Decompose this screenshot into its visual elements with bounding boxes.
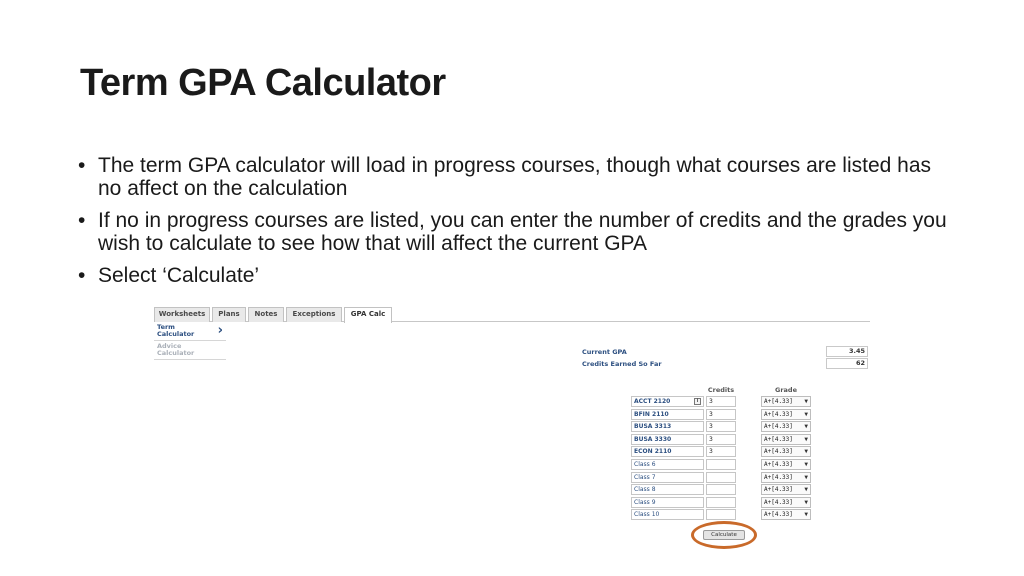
- current-gpa-value: 3.45: [826, 346, 868, 357]
- gpa-calculator-screenshot: [154, 306, 870, 546]
- grade-select[interactable]: [761, 509, 811, 520]
- table-row: [631, 434, 811, 447]
- grade-value: A+[4.33]: [764, 486, 793, 494]
- bullet-item: • If no in progress courses are listed, you can enter the number of credits and the grades you wish to calculate to see how that will affect the current GPA: [78, 209, 958, 255]
- tab-plans[interactable]: Plans: [212, 307, 246, 322]
- credits-header: Credits: [707, 386, 735, 394]
- credits-input[interactable]: [706, 509, 736, 520]
- credits-earned-label: Credits Earned So Far: [582, 360, 662, 368]
- credits-input[interactable]: [706, 484, 736, 495]
- credits-input[interactable]: 3: [706, 434, 736, 445]
- sidebar-item-label: Term Calculator: [157, 323, 195, 338]
- course-name: BUSA 3313: [634, 423, 672, 431]
- tab-worksheets[interactable]: Worksheets: [154, 307, 210, 322]
- credits-input[interactable]: [706, 497, 736, 508]
- credits-input[interactable]: 3: [706, 421, 736, 432]
- sidebar-item-term-calculator[interactable]: [154, 322, 226, 341]
- grade-value: A+[4.33]: [764, 498, 793, 506]
- chevron-down-icon: ▼: [804, 423, 808, 431]
- course-name: Class 7: [634, 473, 656, 481]
- course-name-field[interactable]: [631, 497, 704, 508]
- tab-bar: [154, 306, 870, 322]
- grade-value: A+[4.33]: [764, 448, 793, 456]
- table-row: [631, 396, 811, 409]
- course-name-field[interactable]: [631, 472, 704, 483]
- grade-select[interactable]: [761, 484, 811, 495]
- chevron-down-icon: ▼: [804, 511, 808, 519]
- current-gpa-label: Current GPA: [582, 348, 627, 356]
- grade-value: A+[4.33]: [764, 473, 793, 481]
- chevron-down-icon: ▼: [804, 498, 808, 506]
- current-gpa-row: [582, 346, 868, 358]
- calculate-button[interactable]: Calculate: [703, 530, 745, 540]
- chevron-down-icon: ▼: [804, 486, 808, 494]
- table-row: [631, 472, 811, 485]
- slide-title: Term GPA Calculator: [80, 62, 446, 104]
- course-name: Class 9: [634, 498, 656, 506]
- course-name-field[interactable]: [631, 396, 704, 407]
- grade-select[interactable]: [761, 472, 811, 483]
- table-row: [631, 459, 811, 472]
- course-name: Class 10: [634, 511, 660, 519]
- course-name-field[interactable]: [631, 484, 704, 495]
- grade-value: A+[4.33]: [764, 410, 793, 418]
- course-grid: [631, 386, 811, 522]
- course-name-field[interactable]: [631, 509, 704, 520]
- bullet-list: [78, 154, 958, 296]
- table-row: [631, 497, 811, 510]
- bullet-item: • The term GPA calculator will load in progress courses, though what courses are listed has no affect on the calculation: [78, 154, 958, 200]
- tab-gpa-calc[interactable]: GPA Calc: [344, 307, 392, 323]
- bullet-item: • Select ‘Calculate’: [78, 264, 958, 287]
- course-name: BUSA 3330: [634, 435, 672, 443]
- grid-header: [631, 386, 811, 396]
- sidebar-item-label: Advice Calculator: [157, 342, 195, 357]
- credits-input[interactable]: 3: [706, 446, 736, 457]
- tab-exceptions[interactable]: Exceptions: [286, 307, 342, 322]
- course-name: ECON 2110: [634, 448, 672, 456]
- grade-value: A+[4.33]: [764, 423, 793, 431]
- chevron-down-icon: ▼: [804, 398, 808, 405]
- table-row: [631, 409, 811, 422]
- course-name-field[interactable]: [631, 434, 704, 445]
- course-name-field[interactable]: [631, 421, 704, 432]
- course-name: Class 8: [634, 486, 656, 494]
- grade-select[interactable]: [761, 409, 811, 420]
- chevron-right-icon: ›: [217, 323, 223, 338]
- grade-select[interactable]: [761, 396, 811, 407]
- grade-select[interactable]: [761, 421, 811, 432]
- credits-input[interactable]: 3: [706, 396, 736, 407]
- table-row: [631, 421, 811, 434]
- grade-value: A+[4.33]: [764, 511, 793, 519]
- credits-input[interactable]: 3: [706, 409, 736, 420]
- tab-notes[interactable]: Notes: [248, 307, 284, 322]
- info-icon[interactable]: i: [694, 398, 701, 405]
- grade-value: A+[4.33]: [764, 435, 793, 443]
- grade-header: Grade: [775, 386, 797, 394]
- course-name-field[interactable]: [631, 409, 704, 420]
- credits-input[interactable]: [706, 459, 736, 470]
- course-name: ACCT 2120: [634, 398, 671, 405]
- grade-select[interactable]: [761, 434, 811, 445]
- gpa-summary: [582, 346, 868, 370]
- chevron-down-icon: ▼: [804, 473, 808, 481]
- grade-value: A+[4.33]: [764, 460, 793, 468]
- course-name-field[interactable]: [631, 446, 704, 457]
- chevron-down-icon: ▼: [804, 460, 808, 468]
- grade-select[interactable]: [761, 497, 811, 508]
- course-name: BFIN 2110: [634, 410, 669, 418]
- table-row: [631, 446, 811, 459]
- table-row: [631, 484, 811, 497]
- chevron-down-icon: ▼: [804, 410, 808, 418]
- grade-select[interactable]: [761, 459, 811, 470]
- grade-select[interactable]: [761, 446, 811, 457]
- credits-earned-value: 62: [826, 358, 868, 369]
- sidebar-item-advice-calculator[interactable]: [154, 341, 226, 360]
- grade-value: A+[4.33]: [764, 398, 793, 405]
- chevron-down-icon: ▼: [804, 435, 808, 443]
- credits-input[interactable]: [706, 472, 736, 483]
- grid-rows: [631, 396, 811, 522]
- course-name: Class 6: [634, 460, 656, 468]
- calculator-sidebar: [154, 322, 226, 360]
- chevron-down-icon: ▼: [804, 448, 808, 456]
- course-name-field[interactable]: [631, 459, 704, 470]
- credits-earned-row: [582, 358, 868, 370]
